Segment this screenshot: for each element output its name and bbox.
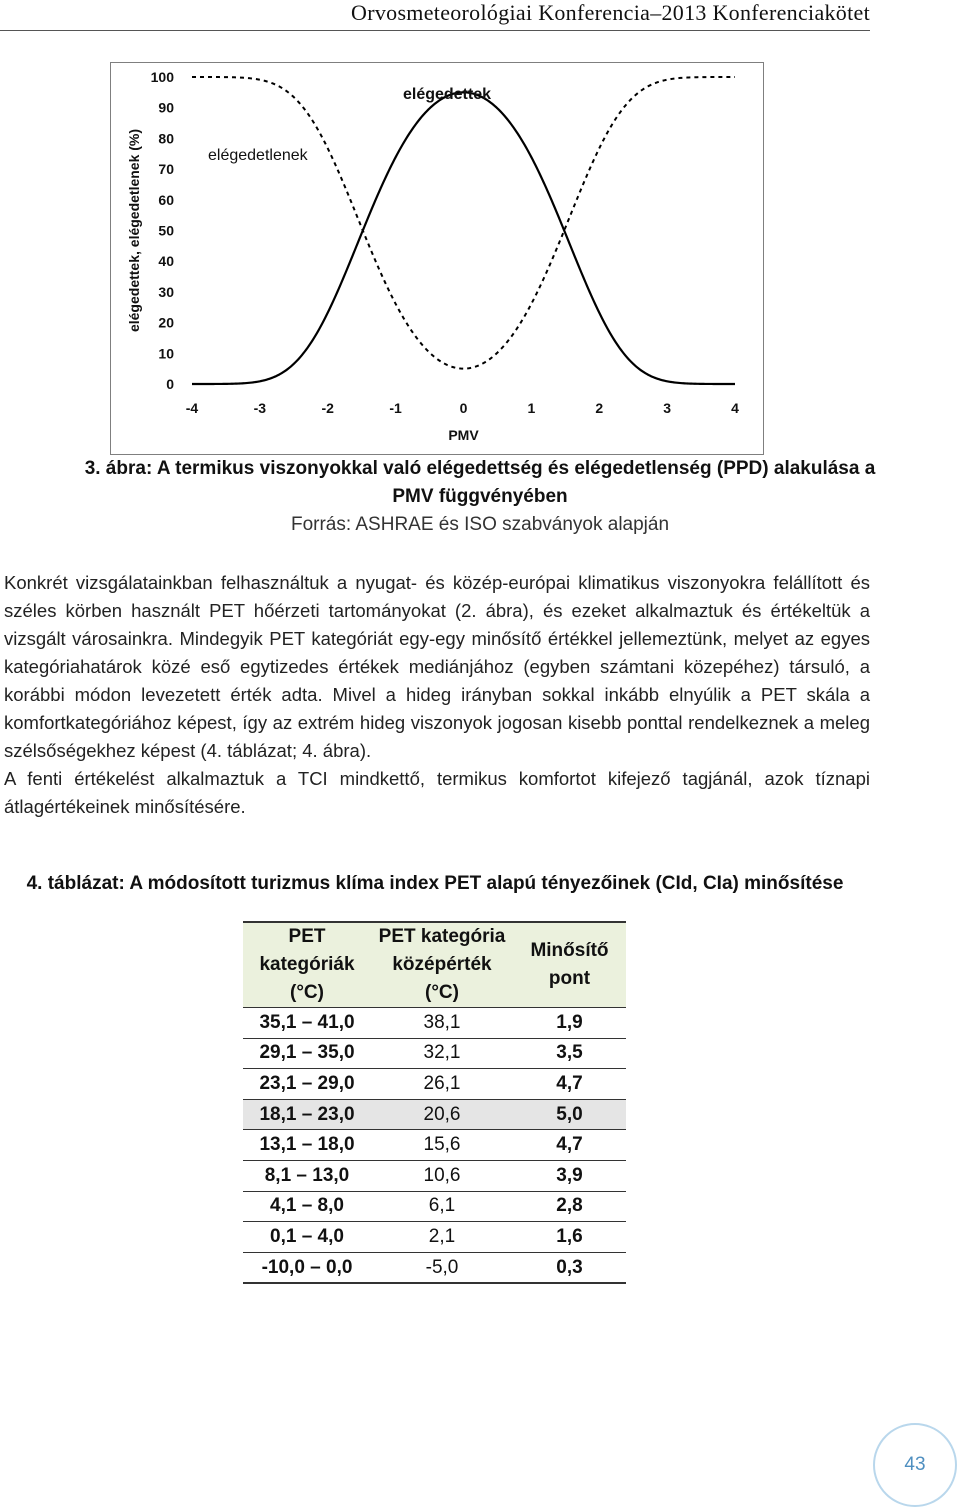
figure-caption-line2: PMV függvényében — [392, 486, 568, 507]
y-tick-label: 60 — [158, 191, 174, 208]
body-paragraph-1: Konkrét vizsgálatainkban felhasználtuk a nyugat- és közép-európai klimatikus viszonyokra felállított és széles körben használt PET hőérzeti tartományokat (2. ábra), és ezeket alkalmaztuk és értékeltük a vizsgált városainkra. Mindegyik PET kategóriát egy-egy minősítő értékkel jellemeztünk, melyet az egyes kategóriahatárok közé eső egytizedes értékek mediánjához (egyben számtani közepéhez) társuló, a korábbi módon levezetett érték adta. Mivel a hideg irányban sokkal inkább elnyúlik a PET skála a komfortkategóriához képest, így az extrém hideg viszonyok jogosan kisebb ponttal rendelkeznek a meleg szélsőségekhez képest (4. táblázat; 4. ábra). — [4, 572, 870, 761]
table-row — [243, 1038, 626, 1069]
series-label-satisfied: elégedettek — [402, 86, 492, 103]
cell-midpoint: 10,6 — [371, 1160, 513, 1191]
table-row — [243, 1191, 626, 1222]
cell-midpoint: 20,6 — [371, 1099, 513, 1130]
x-tick-label: 0 — [459, 400, 468, 416]
y-tick-label: 20 — [158, 314, 174, 331]
cell-pet-range: 23,1 – 29,0 — [243, 1069, 371, 1100]
table-row — [243, 1160, 626, 1191]
table-row — [243, 1222, 626, 1253]
y-tick-label: 10 — [158, 345, 174, 362]
cell-midpoint: -5,0 — [371, 1252, 513, 1283]
cell-point: 2,8 — [513, 1191, 626, 1222]
y-tick-label: 80 — [158, 130, 174, 147]
series-label-dissatisfied: elégedetlenek — [208, 147, 308, 164]
cell-pet-range: 8,1 – 13,0 — [243, 1160, 371, 1191]
cell-midpoint: 15,6 — [371, 1130, 513, 1161]
pmv-ppd-chart-svg — [111, 63, 763, 454]
cell-pet-range: 35,1 – 41,0 — [243, 1008, 371, 1039]
x-tick-label: 4 — [731, 400, 739, 416]
y-tick-label: 100 — [150, 69, 174, 85]
cell-midpoint: 32,1 — [371, 1038, 513, 1069]
cell-pet-range: -10,0 – 0,0 — [243, 1252, 371, 1283]
pet-table — [243, 921, 626, 1284]
table-row-highlighted — [243, 1099, 626, 1130]
x-axis-label: PMV — [448, 427, 479, 443]
table-row — [243, 1008, 626, 1039]
y-tick-label: 40 — [158, 253, 174, 270]
page-header — [0, 0, 870, 28]
figure-source: Forrás: ASHRAE és ISO szabványok alapján — [290, 514, 670, 535]
table-row — [243, 1130, 626, 1161]
y-tick-label: 0 — [166, 376, 174, 392]
cell-point: 1,6 — [513, 1222, 626, 1253]
cell-pet-range: 18,1 – 23,0 — [243, 1099, 371, 1130]
cell-point: 3,9 — [513, 1160, 626, 1191]
page-number-badge — [873, 1423, 957, 1507]
cell-midpoint: 38,1 — [371, 1008, 513, 1039]
header-pet-categories: PET kategóriák (°C) — [243, 922, 371, 1008]
x-tick-label: 3 — [663, 400, 672, 416]
cell-midpoint: 6,1 — [371, 1191, 513, 1222]
table-title: 4. táblázat: A módosított turizmus klíma index PET alapú tényezőinek (CId, CIa) minősítése — [26, 873, 844, 894]
y-tick-label: 50 — [158, 222, 174, 239]
cell-pet-range: 4,1 – 8,0 — [243, 1191, 371, 1222]
header-rule — [0, 30, 870, 31]
cell-pet-range: 13,1 – 18,0 — [243, 1130, 371, 1161]
cell-point: 0,3 — [513, 1252, 626, 1283]
cell-midpoint: 26,1 — [371, 1069, 513, 1100]
body-paragraph-2: A fenti értékelést alkalmaztuk a TCI mindkettő, termikus komfortot kifejező tagjánál, azok tíznapi átlagértékeinek minősítésére. — [4, 768, 870, 817]
x-tick-label: -3 — [253, 400, 267, 416]
body-text — [4, 569, 870, 821]
cell-point: 5,0 — [513, 1099, 626, 1130]
running-title: Orvosmeteorológiai Konferencia–2013 Konferenciakötet — [351, 0, 870, 25]
cell-point: 1,9 — [513, 1008, 626, 1039]
cell-pet-range: 29,1 – 35,0 — [243, 1038, 371, 1069]
header-rating-point: Minősítő pont — [513, 922, 626, 1008]
y-tick-label: 90 — [158, 99, 174, 116]
page-number: 43 — [904, 1454, 926, 1475]
header-pet-midpoint: PET kategória középérték (°C) — [371, 922, 513, 1008]
y-axis-label: elégedettek, elégedetlenek (%) — [126, 128, 142, 333]
y-tick-label: 70 — [158, 161, 174, 178]
table-row — [243, 1252, 626, 1283]
table-header-row — [243, 922, 626, 1008]
cell-pet-range: 0,1 – 4,0 — [243, 1222, 371, 1253]
table-row — [243, 1069, 626, 1100]
cell-midpoint: 2,1 — [371, 1222, 513, 1253]
cell-point: 4,7 — [513, 1130, 626, 1161]
series-line-satisfied — [192, 92, 735, 384]
cell-point: 3,5 — [513, 1038, 626, 1069]
cell-point: 4,7 — [513, 1069, 626, 1100]
x-tick-label: 2 — [595, 400, 604, 416]
x-tick-label: 1 — [527, 400, 536, 416]
x-tick-label: -1 — [389, 400, 402, 416]
x-tick-label: -2 — [321, 400, 334, 416]
figure-caption-line1: 3. ábra: A termikus viszonyokkal való elégedettség és elégedetlenség (PPD) alakulása a — [84, 458, 876, 479]
y-tick-label: 30 — [158, 283, 174, 300]
x-tick-label: -4 — [185, 400, 199, 416]
figure-3-chart — [110, 62, 764, 455]
series-line-dissatisfied — [192, 77, 735, 369]
